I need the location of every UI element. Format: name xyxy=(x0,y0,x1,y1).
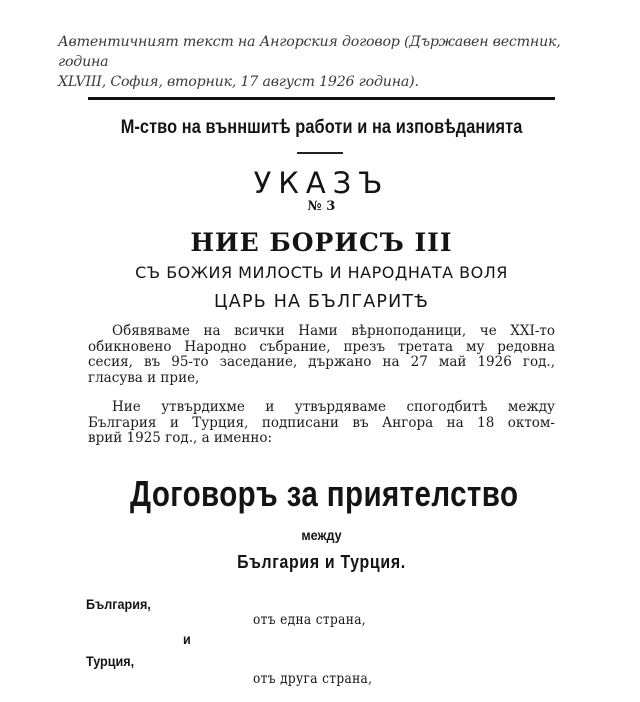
paragraph-line: Обявяваме на всички Нами вѣрноподаници, че XXI-то xyxy=(112,323,555,339)
paragraph-line: врий 1925 год., а именно: xyxy=(88,430,273,446)
top-rule-divider xyxy=(88,97,555,100)
short-rule-divider xyxy=(297,152,343,154)
ratification-paragraph xyxy=(88,400,555,447)
king-line: НИЕ БОРИСЪ III xyxy=(190,228,453,257)
party-bulgaria-side: отъ една страна, xyxy=(253,612,367,628)
decree-number: № 3 xyxy=(307,199,336,214)
treaty-title: Договоръ за приятелство xyxy=(130,473,519,514)
paragraph-line: Ние утвърдихме и утвърдяваме спогодбитѣ между xyxy=(112,399,555,415)
treaty-between: между xyxy=(301,527,342,543)
ministry-heading: М-ство на вънншитѣ работи и на изповѣданията xyxy=(120,117,523,138)
tsar-line: ЦАРЬ НА БЪЛГАРИТѢ xyxy=(214,292,429,312)
party-bulgaria: България, xyxy=(86,596,151,612)
paragraph-line: България и Турция, подписани въ Ангора на 18 октом- xyxy=(88,414,555,431)
paragraph-line: обикновено Народно събрание, презъ третата му редовна xyxy=(88,338,555,355)
party-conjunction: и xyxy=(183,631,191,647)
paragraph-line: гласува и прие, xyxy=(88,369,200,386)
decree-title: УКАЗЪ xyxy=(253,166,390,200)
party-turkey-side: отъ друга страна, xyxy=(253,671,373,687)
party-turkey: Турция, xyxy=(86,653,135,669)
caption-line-2: XLVIII, София, вторник, 17 август 1926 година). xyxy=(58,74,419,90)
paragraph-line: сесия, въ 95-то заседание, държано на 27 май 1926 год., xyxy=(88,354,555,370)
proclamation-paragraph xyxy=(88,324,555,386)
caption-line-1: Автентичният текст на Ангорския договор (Държавен вестник, година xyxy=(58,34,561,70)
treaty-countries: България и Турция. xyxy=(237,552,406,572)
grace-line: СЪ БОЖИЯ МИЛОСТЬ И НАРОДНАТА ВОЛЯ xyxy=(135,263,508,282)
